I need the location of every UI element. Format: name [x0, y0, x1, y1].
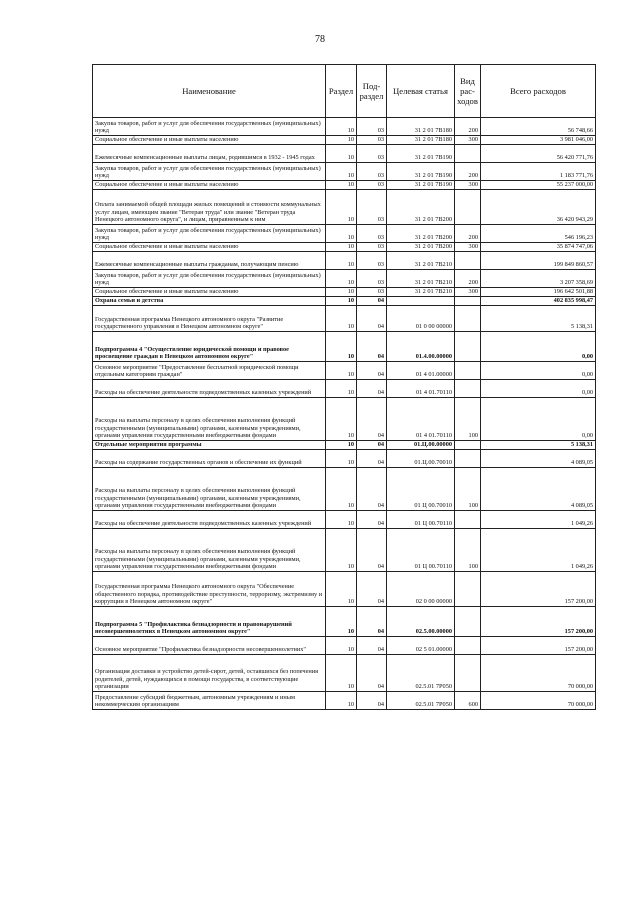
- table-row: [93, 380, 596, 398]
- cell-expense-type: 200: [455, 225, 481, 243]
- table-row: [93, 692, 596, 710]
- cell-subsection: 03: [357, 145, 387, 163]
- cell-name: Расходы на выплаты персоналу в целях обеспечения выполнения функций государственными (муниципальными) органами, казенными учреждениями, органами управления государственными внебюджетными фондами: [93, 398, 326, 441]
- cell-target: 31 2 01 7В200: [387, 190, 455, 225]
- cell-target: 01.Ц.00.70010: [387, 450, 455, 468]
- cell-section: 10: [326, 190, 357, 225]
- table-row: [93, 270, 596, 288]
- cell-target: 01 Ц 00.70110: [387, 511, 455, 529]
- cell-section: 10: [326, 362, 357, 380]
- cell-section: 10: [326, 450, 357, 468]
- table-row: [93, 637, 596, 655]
- cell-section: 10: [326, 136, 357, 145]
- table-row: [93, 441, 596, 450]
- cell-amount: 4 089,05: [481, 450, 596, 468]
- table-row: [93, 332, 596, 362]
- cell-name: Социальное обеспечение и иные выплаты населению: [93, 288, 326, 297]
- cell-section: 10: [326, 270, 357, 288]
- cell-section: 10: [326, 243, 357, 252]
- cell-target: 02 5 01.00000: [387, 637, 455, 655]
- cell-section: 10: [326, 181, 357, 190]
- cell-name: Подпрограмма 4 "Осуществление юридической помощи и правовое просвещение граждан в Ненецком автономном округе": [93, 332, 326, 362]
- cell-expense-type: 100: [455, 398, 481, 441]
- cell-target: 02.5.01 7Р050: [387, 692, 455, 710]
- cell-target: 31 2 01 7В190: [387, 181, 455, 190]
- cell-section: 10: [326, 297, 357, 306]
- cell-expense-type: 600: [455, 692, 481, 710]
- table-row: [93, 306, 596, 332]
- cell-section: 10: [326, 572, 357, 607]
- cell-name: Организация доставки и устройство детей-сирот, детей, оставшихся без попечения родителей, детей, нуждающихся в помощи государства, в соответствующие организации: [93, 655, 326, 692]
- table-row: [93, 297, 596, 306]
- cell-subsection: 04: [357, 572, 387, 607]
- cell-amount: 1 049,26: [481, 511, 596, 529]
- cell-target: 31 2 01 7В190: [387, 163, 455, 181]
- cell-subsection: 04: [357, 297, 387, 306]
- cell-expense-type: 300: [455, 181, 481, 190]
- cell-subsection: 03: [357, 225, 387, 243]
- cell-amount: 546 196,23: [481, 225, 596, 243]
- cell-subsection: 04: [357, 398, 387, 441]
- cell-expense-type: [455, 450, 481, 468]
- cell-name: Социальное обеспечение и иные выплаты населению: [93, 181, 326, 190]
- cell-amount: 1 183 771,76: [481, 163, 596, 181]
- cell-subsection: 03: [357, 252, 387, 270]
- page-number: 78: [315, 34, 325, 45]
- cell-name: Государственная программа Ненецкого автономного округа "Обеспечение общественного порядка, противодействие преступности, терроризму, экстремизму и коррупции в Ненецком автономном округе": [93, 572, 326, 607]
- cell-section: 10: [326, 332, 357, 362]
- cell-subsection: 04: [357, 692, 387, 710]
- cell-name: Расходы на выплаты персоналу в целях обеспечения выполнения функций государственными (муниципальными) органами, казенными учреждениями, органами управления государственными внебюджетными фондами: [93, 468, 326, 511]
- cell-section: 10: [326, 441, 357, 450]
- cell-expense-type: [455, 297, 481, 306]
- cell-amount: 196 642 501,88: [481, 288, 596, 297]
- cell-section: 10: [326, 118, 357, 136]
- cell-subsection: 03: [357, 118, 387, 136]
- cell-section: 10: [326, 607, 357, 637]
- cell-subsection: 04: [357, 450, 387, 468]
- cell-target: 31 2 01 7В210: [387, 288, 455, 297]
- table-row: [93, 511, 596, 529]
- cell-expense-type: [455, 607, 481, 637]
- cell-section: 10: [326, 252, 357, 270]
- cell-name: Охрана семьи и детства: [93, 297, 326, 306]
- cell-target: 01 Ц 00.70110: [387, 529, 455, 572]
- cell-name: Закупка товаров, работ и услуг для обеспечения государственных (муниципальных) нужд: [93, 163, 326, 181]
- cell-subsection: 04: [357, 607, 387, 637]
- cell-subsection: 03: [357, 270, 387, 288]
- cell-amount: 36 420 943,29: [481, 190, 596, 225]
- cell-subsection: 04: [357, 441, 387, 450]
- cell-amount: 3 981 046,00: [481, 136, 596, 145]
- header-total: Всего расходов: [481, 65, 596, 118]
- cell-section: 10: [326, 692, 357, 710]
- cell-amount: 199 849 860,57: [481, 252, 596, 270]
- cell-subsection: 03: [357, 136, 387, 145]
- cell-amount: 0,00: [481, 398, 596, 441]
- cell-expense-type: [455, 511, 481, 529]
- cell-amount: 55 237 000,00: [481, 181, 596, 190]
- cell-expense-type: 100: [455, 529, 481, 572]
- cell-amount: 56 748,66: [481, 118, 596, 136]
- table-row: [93, 655, 596, 692]
- cell-expense-type: 200: [455, 118, 481, 136]
- table-row: [93, 145, 596, 163]
- cell-expense-type: [455, 190, 481, 225]
- table-row: [93, 163, 596, 181]
- cell-name: Социальное обеспечение и иные выплаты населению: [93, 243, 326, 252]
- cell-expense-type: [455, 332, 481, 362]
- cell-name: Основное мероприятие "Предоставление бесплатной юридической помощи отдельным категориям граждан": [93, 362, 326, 380]
- cell-amount: 5 138,31: [481, 441, 596, 450]
- cell-target: 01.Ц.00.00000: [387, 441, 455, 450]
- cell-target: 31 2 01 7В190: [387, 145, 455, 163]
- cell-section: 10: [326, 225, 357, 243]
- cell-name: Подпрограмма 5 "Профилактика безнадзорности и правонарушений несовершеннолетних в Ненецком автономном округе": [93, 607, 326, 637]
- header-target: Целевая статья: [387, 65, 455, 118]
- cell-amount: 70 000,00: [481, 655, 596, 692]
- cell-expense-type: [455, 145, 481, 163]
- cell-name: Закупка товаров, работ и услуг для обеспечения государственных (муниципальных) нужд: [93, 270, 326, 288]
- cell-name: Закупка товаров, работ и услуг для обеспечения государственных (муниципальных) нужд: [93, 118, 326, 136]
- cell-subsection: 03: [357, 243, 387, 252]
- cell-name: Ежемесячные компенсационные выплаты лицам, родившимся в 1932 - 1945 годах: [93, 145, 326, 163]
- cell-subsection: 04: [357, 362, 387, 380]
- cell-section: 10: [326, 288, 357, 297]
- cell-subsection: 04: [357, 655, 387, 692]
- header-subsection: Под-раздел: [357, 65, 387, 118]
- table-row: [93, 398, 596, 441]
- cell-target: 01 0 00 00000: [387, 306, 455, 332]
- cell-subsection: 04: [357, 468, 387, 511]
- cell-subsection: 03: [357, 190, 387, 225]
- cell-subsection: 04: [357, 637, 387, 655]
- cell-section: 10: [326, 637, 357, 655]
- cell-expense-type: 200: [455, 163, 481, 181]
- table-row: [93, 225, 596, 243]
- expenditure-table: [92, 64, 596, 710]
- cell-expense-type: 300: [455, 136, 481, 145]
- cell-target: [387, 297, 455, 306]
- cell-subsection: 04: [357, 511, 387, 529]
- cell-amount: 4 089,05: [481, 468, 596, 511]
- cell-section: 10: [326, 163, 357, 181]
- cell-amount: 1 049,26: [481, 529, 596, 572]
- cell-name: Предоставление субсидий бюджетным, автономным учреждениям и иным некоммерческим организациям: [93, 692, 326, 710]
- cell-section: 10: [326, 511, 357, 529]
- cell-name: Государственная программа Ненецкого автономного округа "Развитие государственного управления в Ненецком автономном округе": [93, 306, 326, 332]
- table-row: [93, 118, 596, 136]
- cell-amount: 56 420 771,76: [481, 145, 596, 163]
- cell-expense-type: 300: [455, 243, 481, 252]
- cell-name: Социальное обеспечение и иные выплаты населению: [93, 136, 326, 145]
- table-row: [93, 607, 596, 637]
- cell-subsection: 04: [357, 306, 387, 332]
- cell-name: Расходы на содержание государственных органов и обеспечение их функций: [93, 450, 326, 468]
- cell-target: 02.5.01 7Р050: [387, 655, 455, 692]
- table-row: [93, 136, 596, 145]
- cell-target: 31 2 01 7В180: [387, 118, 455, 136]
- cell-target: 01 4 01.00000: [387, 362, 455, 380]
- cell-subsection: 04: [357, 529, 387, 572]
- table-row: [93, 181, 596, 190]
- table-row: [93, 450, 596, 468]
- cell-amount: 157 200,00: [481, 637, 596, 655]
- cell-name: Расходы на выплаты персоналу в целях обеспечения выполнения функций государственными (муниципальными) органами, казенными учреждениями, органами управления государственными внебюджетными фондами: [93, 529, 326, 572]
- table-row: [93, 252, 596, 270]
- cell-expense-type: 200: [455, 270, 481, 288]
- cell-name: Оплата занимаемой общей площади жилых помещений и стоимости коммунальных услуг лицам, имеющим звание "Ветеран труда" или звание "Ветеран труда Ненецкого автономного округа", и лицам, приравненным к ним: [93, 190, 326, 225]
- cell-expense-type: 300: [455, 288, 481, 297]
- cell-amount: 70 000,00: [481, 692, 596, 710]
- header-name: Наименование: [93, 65, 326, 118]
- cell-subsection: 03: [357, 163, 387, 181]
- table-row: [93, 288, 596, 297]
- header-expense-type: Вид рас-ходов: [455, 65, 481, 118]
- cell-subsection: 04: [357, 332, 387, 362]
- cell-expense-type: [455, 306, 481, 332]
- cell-target: 31 2 01 7В200: [387, 243, 455, 252]
- cell-name: Ежемесячные компенсационные выплаты гражданам, получающим пенсию: [93, 252, 326, 270]
- table-row: [93, 468, 596, 511]
- cell-name: Расходы на обеспечение деятельности подведомственных казенных учреждений: [93, 511, 326, 529]
- cell-section: 10: [326, 380, 357, 398]
- cell-target: 31 2 01 7В180: [387, 136, 455, 145]
- cell-expense-type: [455, 252, 481, 270]
- cell-target: 31 2 01 7В210: [387, 270, 455, 288]
- cell-name: Закупка товаров, работ и услуг для обеспечения государственных (муниципальных) нужд: [93, 225, 326, 243]
- table-row: [93, 362, 596, 380]
- cell-subsection: 03: [357, 181, 387, 190]
- cell-expense-type: [455, 362, 481, 380]
- cell-section: 10: [326, 468, 357, 511]
- cell-target: 31 2 01 7В210: [387, 252, 455, 270]
- cell-target: 02.5.00.00000: [387, 607, 455, 637]
- table-row: [93, 190, 596, 225]
- cell-target: 01 4 01.70110: [387, 398, 455, 441]
- table-header-row: [93, 65, 596, 118]
- cell-name: Основное мероприятие "Профилактика безнадзорности несовершеннолетних": [93, 637, 326, 655]
- table-body: [93, 118, 596, 710]
- cell-section: 10: [326, 145, 357, 163]
- cell-amount: 402 835 998,47: [481, 297, 596, 306]
- cell-target: 01 Ц 00.70010: [387, 468, 455, 511]
- cell-section: 10: [326, 529, 357, 572]
- cell-target: 02 0 00 00000: [387, 572, 455, 607]
- table-row: [93, 529, 596, 572]
- cell-target: 01 4 01.70110: [387, 380, 455, 398]
- cell-name: Расходы на обеспечение деятельности подведомственных казенных учреждений: [93, 380, 326, 398]
- cell-amount: 157 200,00: [481, 572, 596, 607]
- cell-amount: 3 207 358,69: [481, 270, 596, 288]
- cell-amount: 0,00: [481, 380, 596, 398]
- cell-section: 10: [326, 306, 357, 332]
- cell-subsection: 03: [357, 288, 387, 297]
- cell-amount: 5 138,31: [481, 306, 596, 332]
- cell-amount: 0,00: [481, 332, 596, 362]
- cell-amount: 35 874 747,06: [481, 243, 596, 252]
- cell-target: 31 2 01 7В200: [387, 225, 455, 243]
- cell-target: 01.4.00.00000: [387, 332, 455, 362]
- cell-subsection: 04: [357, 380, 387, 398]
- cell-name: Отдельные мероприятия программы: [93, 441, 326, 450]
- cell-expense-type: [455, 637, 481, 655]
- cell-expense-type: [455, 572, 481, 607]
- cell-expense-type: [455, 655, 481, 692]
- cell-section: 10: [326, 398, 357, 441]
- cell-amount: 0,00: [481, 362, 596, 380]
- table-row: [93, 572, 596, 607]
- cell-section: 10: [326, 655, 357, 692]
- table-row: [93, 243, 596, 252]
- cell-expense-type: [455, 380, 481, 398]
- header-section: Раздел: [326, 65, 357, 118]
- cell-expense-type: [455, 441, 481, 450]
- cell-expense-type: 100: [455, 468, 481, 511]
- cell-amount: 157 200,00: [481, 607, 596, 637]
